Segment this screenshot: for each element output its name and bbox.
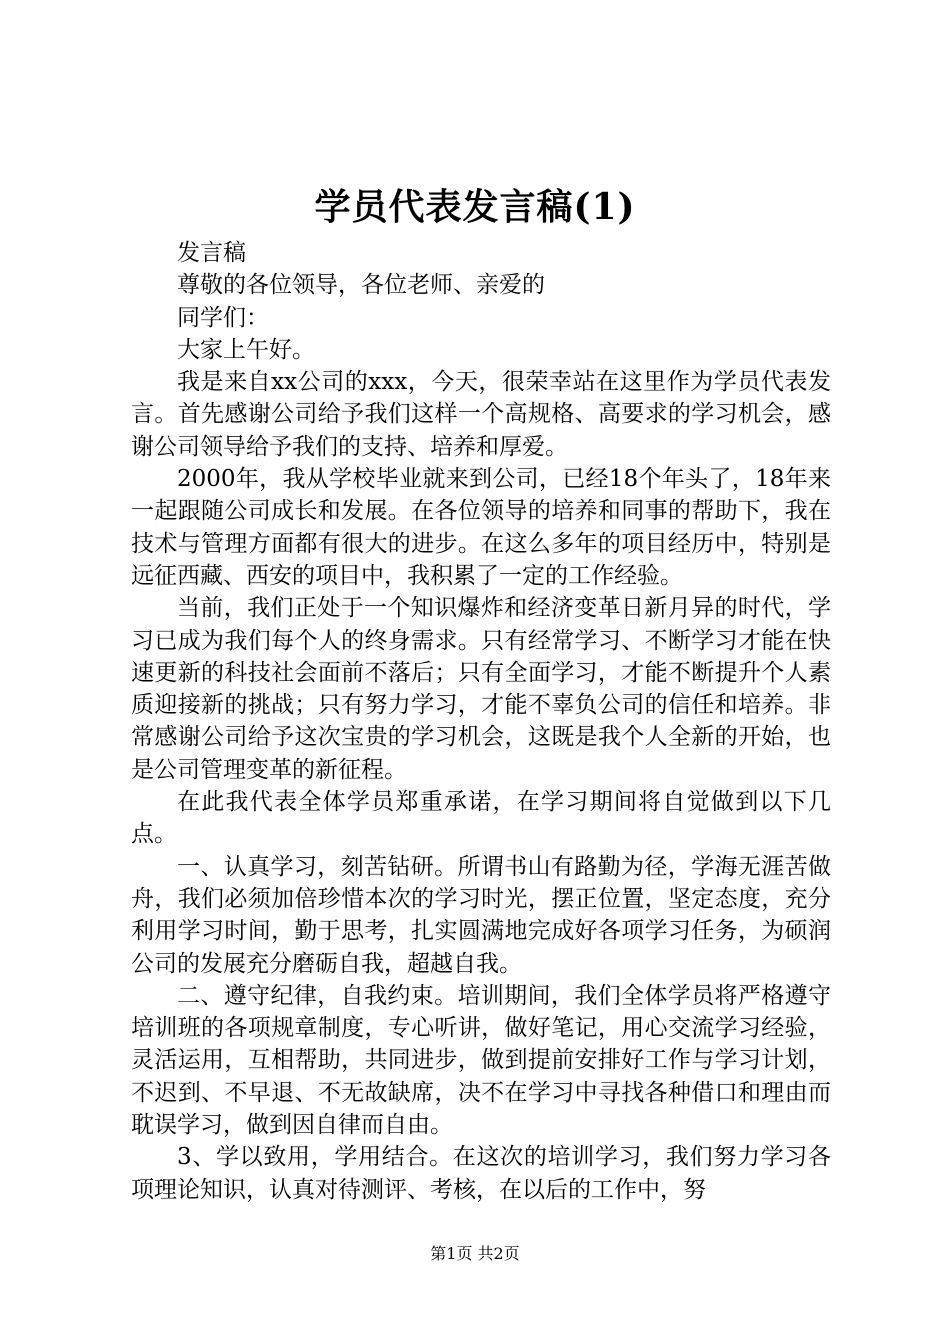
document-body	[131, 237, 831, 1206]
paragraph-commitment-intro: 在此我代表全体学员郑重承诺，在学习期间将自觉做到以下几点。	[131, 789, 831, 848]
paragraph-commitment-2: 二、遵守纪律，自我约束。培训期间，我们全体学员将严格遵守培训班的各项规章制度，专心听讲，做好笔记，用心交流学习经验，灵活运用，互相帮助，共同进步，做到提前安排好工作与学习计划，不迟到、不早退、不无故缺席，决不在学习中寻找各种借口和理由而耽误学习，做到因自律而自由。	[131, 982, 831, 1139]
paragraph-learning-importance: 当前，我们正处于一个知识爆炸和经济变革日新月异的时代，学习已成为我们每个人的终身需求。只有经常学习、不断学习才能在快速更新的科技社会面前不落后；只有全面学习，才能不断提升个人素质迎接新的挑战；只有努力学习，才能不辜负公司的信任和培养。非常感谢公司给予这次宝贵的学习机会，这既是我个人全新的开始，也是公司管理变革的新征程。	[131, 595, 831, 783]
paragraph-commitment-1: 一、认真学习，刻苦钻研。所谓书山有路勤为径，学海无涯苦做舟，我们必须加倍珍惜本次的学习时光，摆正位置，坚定态度，充分利用学习时间，勤于思考，扎实圆满地完成好各项学习任务，为硕润公司的发展充分磨砺自我，超越自我。	[131, 853, 831, 977]
paragraph-good-morning: 大家上午好。	[177, 336, 315, 363]
paragraph-greeting-line-1: 尊敬的各位领导，各位老师、亲爱的	[177, 272, 545, 299]
paragraph-greeting-line-2: 同学们：	[177, 304, 269, 331]
page-footer: 第1页 共2页	[430, 1244, 520, 1263]
paragraph-introduction: 我是来自xx公司的xxx，今天，很荣幸站在这里作为学员代表发言。首先感谢公司给予我们这样一个高规格、高要求的学习机会，感谢公司领导给予我们的支持、培养和厚爱。	[131, 369, 831, 460]
paragraph-commitment-3: 3、学以致用，学用结合。在这次的培训学习，我们努力学习各项理论知识，认真对待测评、考核，在以后的工作中，努	[131, 1144, 831, 1203]
paragraph-career-history: 2000年，我从学校毕业就来到公司，已经18个年头了，18年来一起跟随公司成长和发展。在各位领导的培养和同事的帮助下，我在技术与管理方面都有很大的进步。在这么多年的项目经历中，特别是远征西藏、西安的项目中，我积累了一定的工作经验。	[131, 466, 831, 589]
document-title: 学员代表发言稿(1)	[314, 186, 636, 228]
paragraph-salutation-heading: 发言稿	[177, 240, 246, 266]
